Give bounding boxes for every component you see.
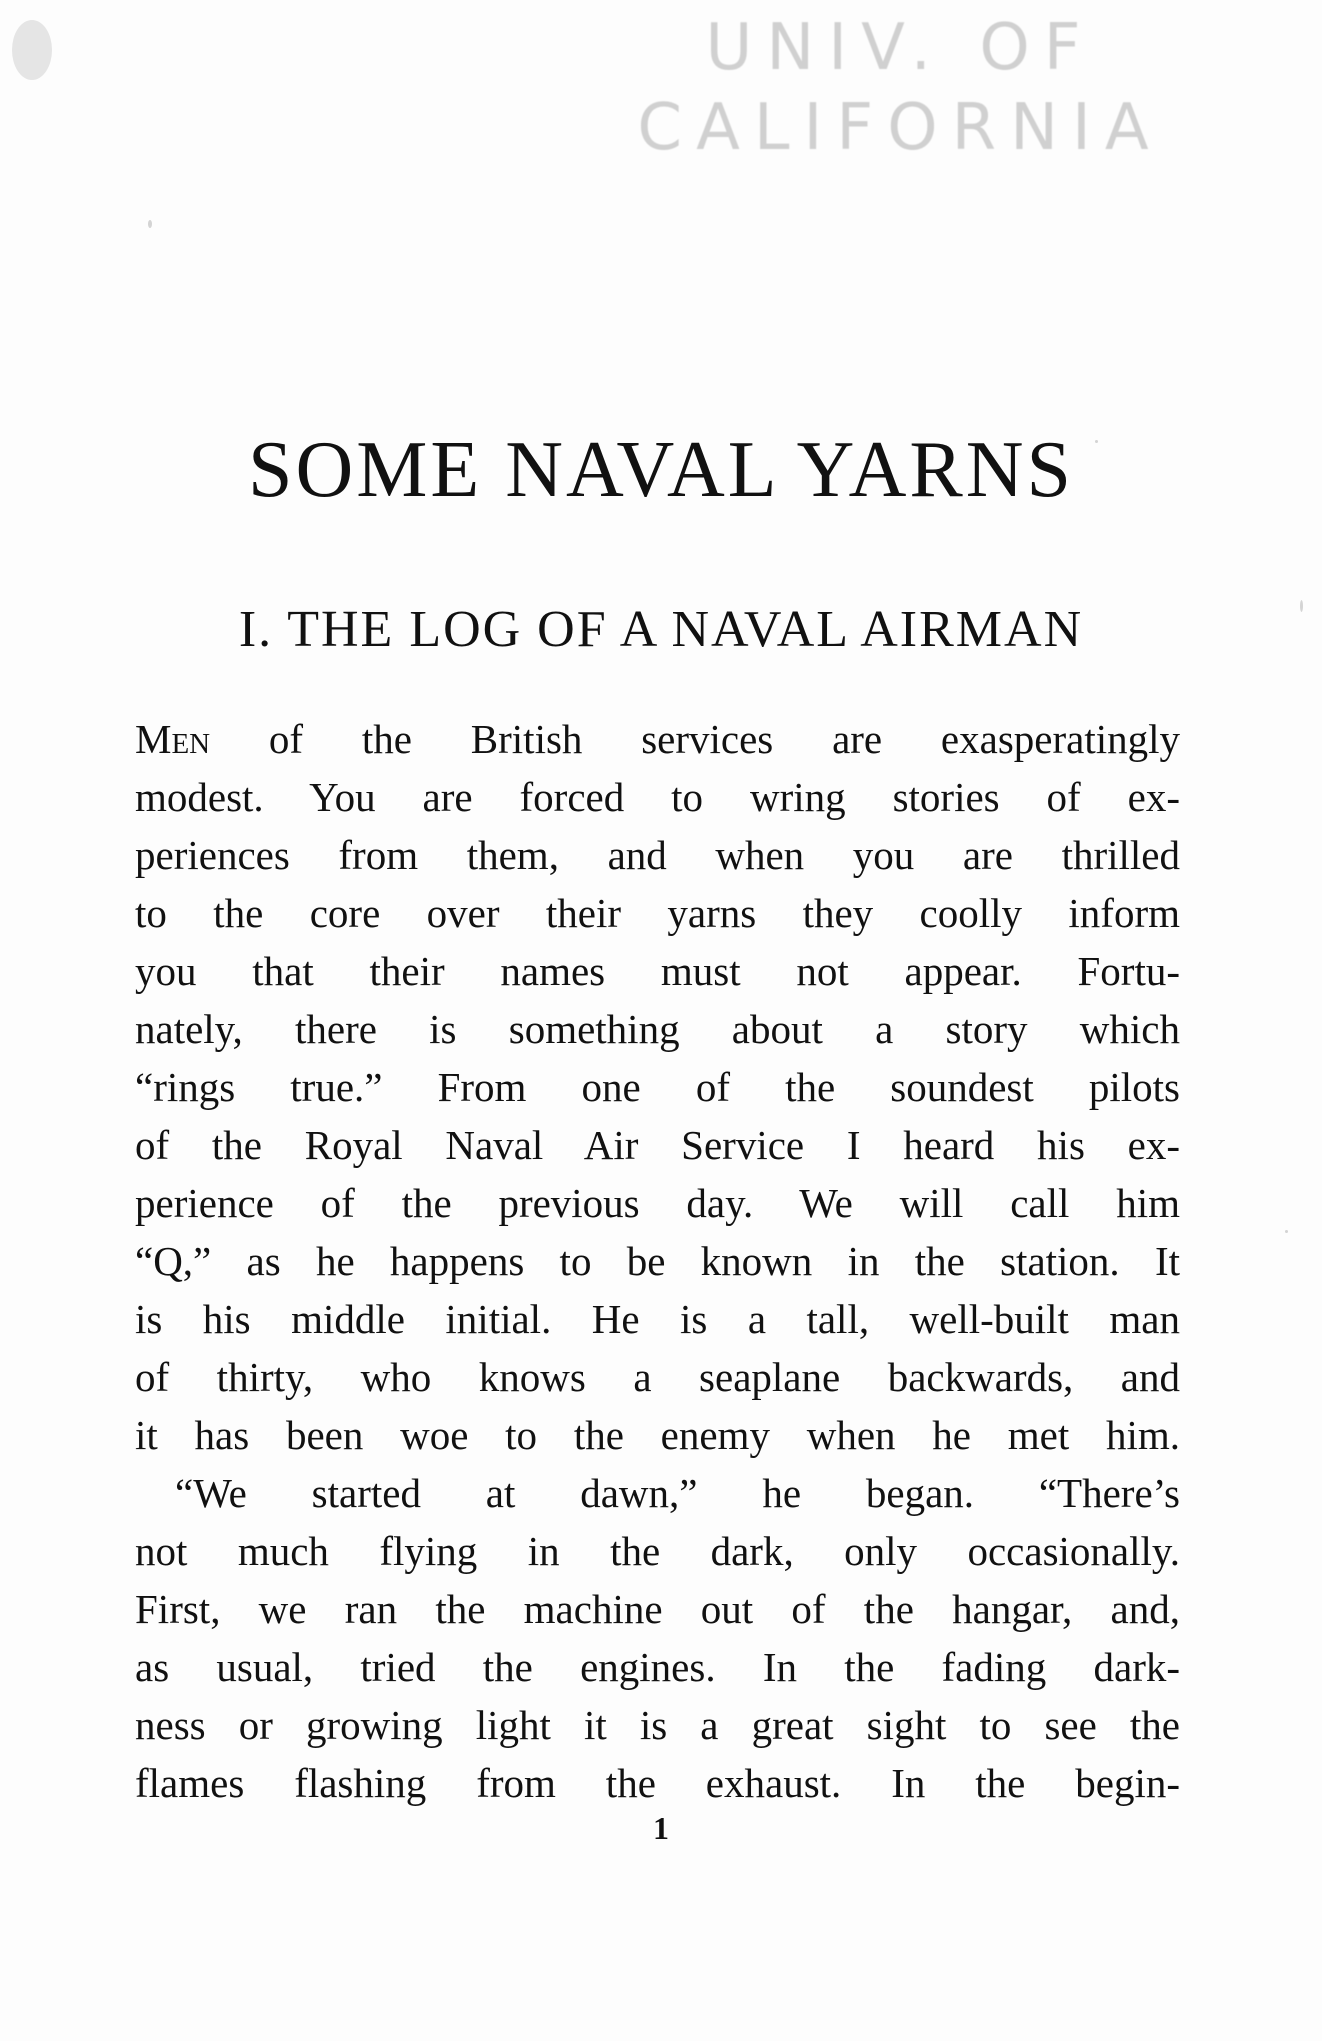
text-line: as usual, tried the engines. In the fading dark-	[135, 1644, 1180, 1690]
stamp-line-2: CALIFORNIA	[637, 91, 1163, 165]
scan-speck	[148, 220, 152, 228]
text-line: ness or growing light it is a great sight to see the	[135, 1702, 1180, 1748]
text-line: flames flashing from the exhaust. In the begin-	[135, 1760, 1180, 1806]
drop-word: Men	[135, 716, 211, 762]
stamp-line-1: UNIV. OF	[705, 11, 1095, 85]
text-line: “We started at dawn,” he began. “There’s	[175, 1470, 1180, 1516]
text-line: nately, there is something about a story which	[135, 1006, 1180, 1052]
text-line: “rings true.” From one of the soundest pilots	[135, 1064, 1180, 1110]
text-line-rest: of the British services are exasperatingly	[210, 716, 1180, 762]
text-line: “Q,” as he happens to be known in the station. It	[135, 1238, 1180, 1284]
page-number: 1	[653, 1810, 669, 1846]
text-line: is his middle initial. He is a tall, well-built man	[135, 1296, 1180, 1342]
library-stamp	[620, 8, 1180, 165]
text-line: it has been woe to the enemy when he met him.	[135, 1412, 1180, 1458]
chapter-heading: I. THE LOG OF A NAVAL AIRMAN	[238, 601, 1084, 658]
text-line: not much flying in the dark, only occasionally.	[135, 1528, 1180, 1574]
scan-speck	[1285, 1230, 1288, 1233]
text-line: of the Royal Naval Air Service I heard his ex-	[135, 1122, 1180, 1168]
scan-speck	[12, 20, 52, 80]
text-line: perience of the previous day. We will call him	[135, 1180, 1180, 1226]
text-line: to the core over their yarns they coolly inform	[135, 890, 1180, 936]
text-line: periences from them, and when you are thrilled	[135, 832, 1180, 878]
book-title: SOME NAVAL YARNS	[248, 426, 1074, 514]
text-line: modest. You are forced to wring stories of ex-	[135, 774, 1180, 820]
text-line	[135, 710, 1180, 768]
text-line: you that their names must not appear. Fortu-	[135, 948, 1180, 994]
body-text	[135, 710, 1180, 1812]
text-line: First, we ran the machine out of the hangar, and,	[135, 1586, 1180, 1632]
text-line: of thirty, who knows a seaplane backwards, and	[135, 1354, 1180, 1400]
